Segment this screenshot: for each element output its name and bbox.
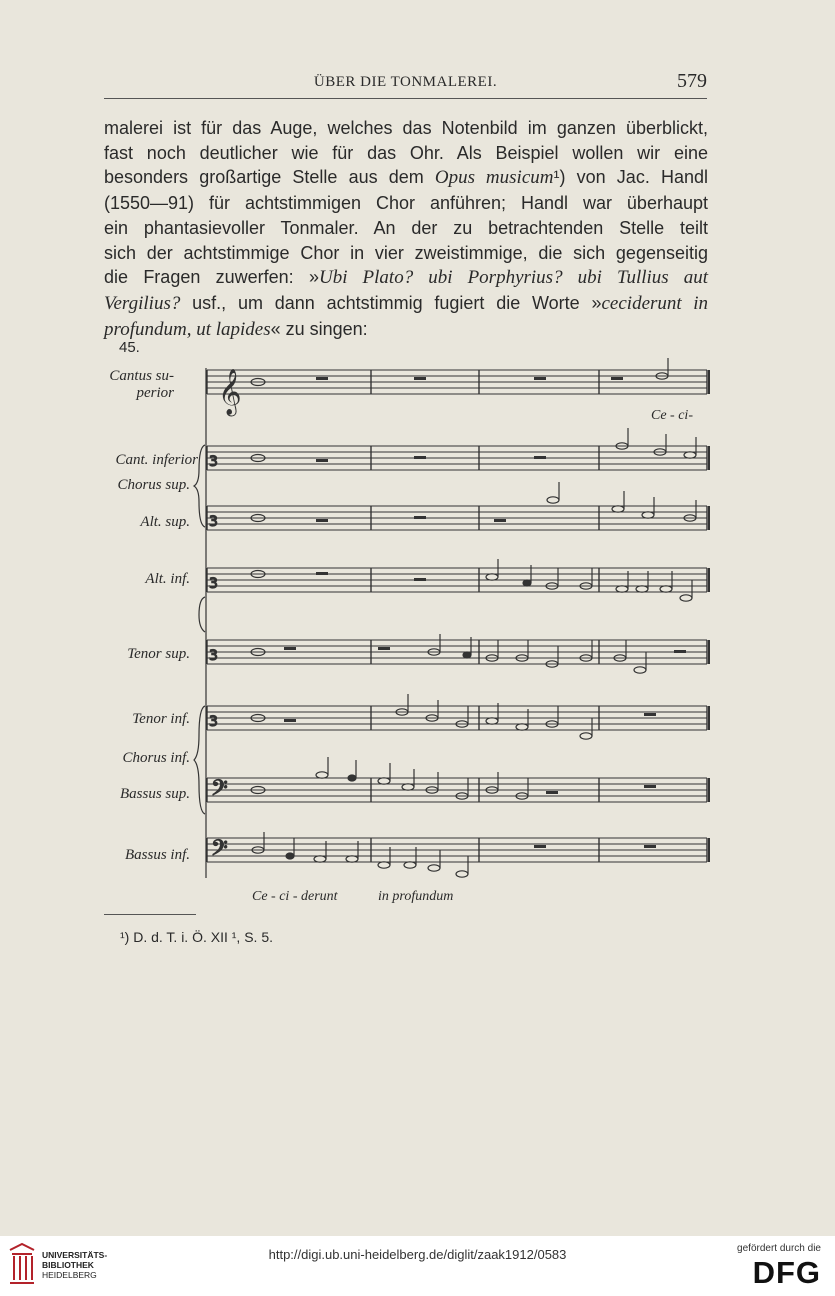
voice-label-bassus-inf: Bassus inf. <box>124 847 190 863</box>
rest-mark <box>644 713 656 716</box>
bass-clef-icon: 𝄢 <box>211 776 228 806</box>
c-clef-icon: 3 <box>209 576 218 592</box>
half-note <box>660 586 672 592</box>
footer-bar <box>0 1236 835 1296</box>
half-note <box>486 574 498 580</box>
lyric-bottom-2: in profundum <box>378 889 454 904</box>
italic-text: Opus musicum <box>434 167 554 189</box>
rest-mark <box>316 572 328 575</box>
text-run: « zu singen: <box>270 318 368 339</box>
half-note <box>684 452 696 458</box>
rest-mark <box>674 650 686 653</box>
chorus-sup-bracket <box>194 445 205 527</box>
half-note <box>634 667 646 673</box>
half-note <box>516 724 528 730</box>
example-number: 45. <box>119 339 140 356</box>
c-clef-icon: 3 <box>209 714 218 730</box>
middle-bracket <box>199 597 205 632</box>
italic-text: Ubi Plato? ubi Porphyrius? ubi Tullius aut <box>319 267 709 289</box>
treble-clef-icon: 𝄞 <box>218 369 242 415</box>
footnote-rule <box>104 914 196 915</box>
voice-label-tenor-inf: Tenor inf. <box>132 711 190 727</box>
text-run: die Fragen zuwerfen: » <box>104 267 319 288</box>
voice-label-chorus-inf: Chorus inf. <box>122 750 190 766</box>
quarter-note <box>348 775 356 781</box>
half-note <box>636 586 648 592</box>
rest-mark <box>414 516 426 519</box>
half-note <box>378 862 390 868</box>
half-note <box>314 856 326 862</box>
text-run: fast noch deutlicher wie für das Ohr. Als Beispiel wollen wir eine <box>104 142 708 163</box>
quarter-note <box>463 652 471 658</box>
half-note <box>612 506 624 512</box>
text-run: besonders großartige Stelle aus dem <box>104 167 435 188</box>
bass-clef-icon: 𝄢 <box>211 836 228 866</box>
voice-label-cantus-superior: Cantus su- perior <box>109 368 174 401</box>
funded-by-label: gefördert durch die <box>737 1243 821 1254</box>
text-run: (1550—91) für achtstimmigen Chor anführen; Handl war überhaupt <box>104 193 708 214</box>
voice-label-chorus-sup: Chorus sup. <box>117 477 190 493</box>
voice-label-alt-inf: Alt. inf. <box>145 571 190 587</box>
text-run: malerei ist für das Auge, welches das Notenbild im ganzen überblickt, <box>104 118 708 138</box>
library-line-2: BIBLIOTHEK <box>42 1260 94 1270</box>
rest-mark <box>316 459 328 462</box>
half-note <box>428 865 440 871</box>
permalink[interactable]: http://digi.ub.uni-heidelberg.de/diglit/zaak1912/0583 <box>268 1247 567 1262</box>
half-note <box>316 772 328 778</box>
library-line-1: UNIVERSITÄTS- <box>42 1250 108 1260</box>
lyric-bottom-1: Ce - ci - derunt <box>252 889 338 904</box>
half-note <box>456 871 468 877</box>
text-run: usf., um dann achtstimmig fugiert die Worte » <box>180 292 602 313</box>
half-note <box>642 512 654 518</box>
library-logo-icon <box>0 1236 835 1296</box>
c-clef-icon: 3 <box>209 514 218 530</box>
text-run: ¹) von Jac. Handl <box>553 167 709 188</box>
italic-text: profundum, ut lapides <box>104 318 271 340</box>
rest-mark <box>546 791 558 794</box>
rest-mark <box>644 845 656 848</box>
half-note <box>402 784 414 790</box>
voice-label-cant-inferior: Cant. inferior <box>115 452 198 468</box>
footnote: ¹) D. d. T. i. Ö. XII ¹, S. 5. <box>120 929 273 945</box>
rest-mark <box>414 456 426 459</box>
italic-text: ceciderunt in <box>601 292 708 314</box>
half-note <box>616 586 628 592</box>
half-note <box>486 718 498 724</box>
text-run: ein phantasievoller Tonmaler. An der zu betrachtenden Stelle teilt <box>104 217 708 238</box>
rest-mark <box>534 377 546 380</box>
rest-mark <box>284 647 296 650</box>
page-number: 579 <box>677 70 707 92</box>
c-clef-icon: 3 <box>209 648 218 664</box>
half-note <box>404 862 416 868</box>
half-note <box>378 778 390 784</box>
voice-label-bassus-sup: Bassus sup. <box>119 786 190 802</box>
rest-mark <box>316 377 328 380</box>
half-note <box>346 856 358 862</box>
chorus-inf-bracket <box>194 706 205 814</box>
rest-mark <box>316 519 328 522</box>
rest-mark <box>611 377 623 380</box>
half-note <box>580 733 592 739</box>
quarter-note <box>286 853 294 859</box>
rest-mark <box>534 845 546 848</box>
voice-label-tenor-sup: Tenor sup. <box>127 646 190 662</box>
voice-label-alt-sup: Alt. sup. <box>140 514 190 530</box>
rest-mark <box>414 377 426 380</box>
c-clef-icon: 3 <box>209 454 218 470</box>
italic-text: Vergilius? <box>104 292 181 314</box>
library-line-3: HEIDELBERG <box>42 1270 97 1280</box>
rest-mark <box>284 719 296 722</box>
running-title: ÜBER DIE TONMALEREI. <box>313 74 498 90</box>
quarter-note <box>523 580 531 586</box>
rest-mark <box>494 519 506 522</box>
dfg-logo: DFG <box>752 1255 821 1290</box>
half-note <box>547 497 559 503</box>
text-run: sich der achtstimmige Chor in vier zweistimmige, die sich gegenseitig <box>104 242 708 263</box>
lyric-top: Ce - ci- <box>651 408 693 423</box>
rest-mark <box>534 456 546 459</box>
rest-mark <box>378 647 390 650</box>
half-note <box>680 595 692 601</box>
rest-mark <box>644 785 656 788</box>
rest-mark <box>414 578 426 581</box>
